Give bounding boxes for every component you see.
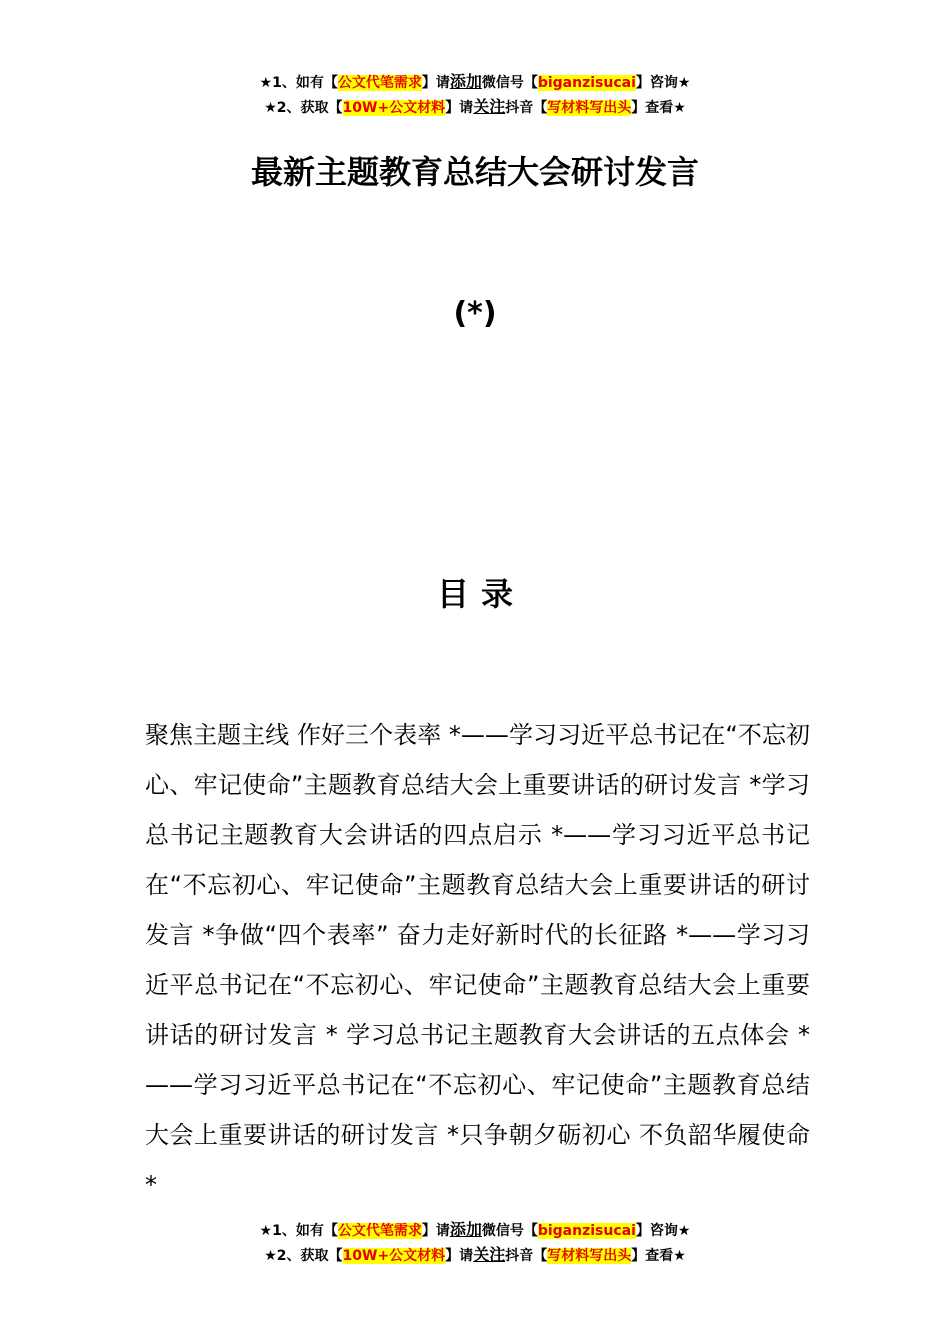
banner-highlight: 10W+公文材料 xyxy=(342,1248,446,1264)
banner-line-1 xyxy=(0,70,950,95)
banner-highlight: 写材料写出头 xyxy=(547,1248,632,1264)
banner-highlight: 10W+公文材料 xyxy=(342,100,446,116)
banner-underline: 添加 xyxy=(449,1220,482,1239)
banner-line-2 xyxy=(0,1243,950,1268)
banner-text: 】查看★ xyxy=(631,100,686,116)
document-subtitle: (*) xyxy=(453,296,497,331)
banner-text: 】请 xyxy=(445,100,474,116)
banner-highlight: 写材料写出头 xyxy=(547,100,632,116)
banner-text: ★2、获取【 xyxy=(264,1248,343,1264)
banner-text: 抖音【 xyxy=(505,100,548,116)
banner-text: 微信号【 xyxy=(481,75,538,91)
banner-line-2 xyxy=(0,95,950,120)
banner-text: ★2、获取【 xyxy=(264,100,343,116)
banner-text: 】请 xyxy=(445,1248,474,1264)
banner-text: ★1、如有【 xyxy=(259,1223,338,1239)
banner-text: 】请 xyxy=(421,75,450,91)
banner-text: 】咨询★ xyxy=(635,1223,691,1239)
banner-underline: 关注 xyxy=(473,97,506,116)
banner-text: 微信号【 xyxy=(481,1223,538,1239)
banner-highlight: 公文代笔需求 xyxy=(337,75,422,91)
banner-text: 】咨询★ xyxy=(635,75,691,91)
banner-underline: 添加 xyxy=(449,72,482,91)
banner-highlight: biganzisucai xyxy=(537,75,636,91)
banner-text: 抖音【 xyxy=(505,1248,548,1264)
header-banner xyxy=(0,70,950,120)
footer-banner xyxy=(0,1218,950,1268)
banner-highlight: 公文代笔需求 xyxy=(337,1223,422,1239)
document-title: 最新主题教育总结大会研讨发言 xyxy=(250,153,699,191)
banner-text: 】查看★ xyxy=(631,1248,686,1264)
banner-line-1 xyxy=(0,1218,950,1243)
banner-underline: 关注 xyxy=(473,1245,506,1264)
toc-body: 聚焦主题主线 作好三个表率 *——学习习近平总书记在“不忘初心、牢记使命”主题教育总结大会上重要讲话的研讨发言 *学习总书记主题教育大会讲话的四点启示 *——学习习近平总书记在“不忘初心、牢记使命”主题教育总结大会上重要讲话的研讨发言 *争做“四个表率” 奋力走好新时代的长征路 *——学习习近平总书记在“不忘初心、牢记使命”主题教育总结大会上重要讲话的研讨发言 * 学习总书记主题教育大会讲话的五点体会 *——学习习近平总书记在“不忘初心、牢记使命”主题教育总结大会上重要讲话的研讨发言 *只争朝夕砺初心 不负韶华履使命 * xyxy=(145,721,810,1199)
toc-heading: 目录 xyxy=(436,575,525,613)
banner-text: ★1、如有【 xyxy=(259,75,338,91)
banner-text: 】请 xyxy=(421,1223,450,1239)
banner-highlight: biganzisucai xyxy=(537,1223,636,1239)
